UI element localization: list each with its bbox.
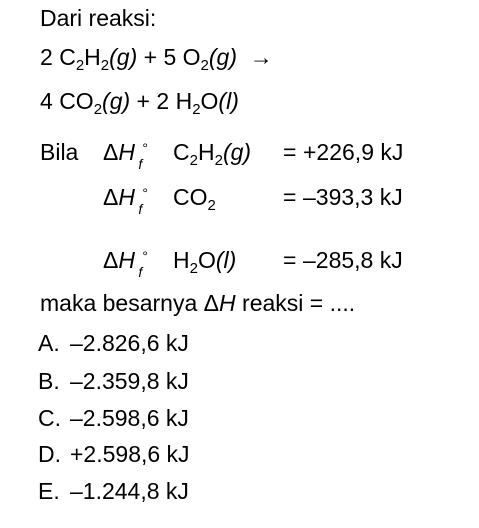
question-prefix: maka besarnya [40, 290, 204, 316]
subscript: 2 [200, 57, 209, 74]
option-value: –2.598,6 kJ [70, 405, 189, 431]
species: O [197, 247, 216, 273]
species: CO [173, 184, 208, 210]
h-symbol: H [219, 290, 236, 316]
value-h2o: –285,8 kJ [303, 247, 403, 273]
option-letter: A. [38, 330, 60, 356]
delta-symbol: Δ [103, 184, 119, 210]
species-co2 [173, 183, 216, 214]
species: O [182, 44, 201, 70]
value-co2: –393,3 kJ [303, 184, 403, 210]
species: H [197, 139, 215, 165]
option-letter: C. [38, 405, 61, 431]
state: (g) [109, 44, 138, 70]
f-subscript: f [138, 264, 143, 280]
state: (g) [222, 139, 252, 165]
reaction-lhs [40, 43, 273, 74]
option-value: –2.826,6 kJ [70, 330, 189, 356]
state: (l) [215, 247, 237, 273]
degree-symbol: ° [142, 140, 148, 156]
state: (g) [208, 44, 238, 70]
value-c2h2: +226,9 kJ [303, 139, 404, 165]
species: H [84, 44, 101, 70]
degree-symbol: ° [142, 248, 148, 264]
subscript: 2 [207, 197, 216, 214]
subscript: 2 [100, 57, 110, 74]
state: (g) [102, 88, 131, 114]
option-letter: E. [38, 478, 60, 504]
coef: 5 [163, 44, 177, 70]
delta-hf-symbol [103, 138, 152, 172]
species: C [173, 139, 190, 165]
question-text [40, 289, 355, 317]
equals-sign: = [283, 247, 297, 273]
species: O [200, 88, 219, 114]
species-h2o [173, 246, 237, 277]
species: C [59, 44, 76, 70]
subscript: 2 [75, 57, 85, 74]
subscript: 2 [189, 152, 198, 169]
delta-hf-symbol [103, 183, 152, 217]
species: H [173, 247, 190, 273]
subscript: 2 [214, 152, 223, 169]
option-letter: D. [38, 441, 61, 467]
state: (l) [218, 88, 239, 114]
delta-symbol: Δ [203, 290, 220, 316]
delta-symbol: Δ [103, 247, 119, 273]
equals-sign: = [283, 139, 297, 165]
given-row-c2h2 [40, 138, 470, 172]
coef: 2 [40, 44, 53, 70]
species-c2h2 [173, 138, 252, 169]
subscript: 2 [192, 101, 201, 118]
coef: 4 [40, 88, 53, 114]
arrow-icon: → [249, 44, 273, 70]
h-symbol: H [118, 247, 135, 273]
option-value: –1.244,8 kJ [70, 478, 189, 504]
option-value: –2.359,8 kJ [70, 368, 189, 394]
reaction-rhs [40, 87, 239, 118]
delta-hf-symbol [103, 246, 152, 280]
coef: 2 [156, 88, 170, 114]
bila-label: Bila [40, 139, 79, 165]
subscript: 2 [189, 260, 198, 277]
f-subscript: f [138, 156, 143, 172]
degree-symbol: ° [142, 185, 148, 201]
equals-sign: = [283, 184, 297, 210]
species: H [175, 88, 193, 114]
question-suffix: reaksi = .... [235, 290, 356, 316]
h-symbol: H [118, 139, 135, 165]
h-symbol: H [118, 184, 135, 210]
option-value: +2.598,6 kJ [70, 441, 190, 467]
subscript: 2 [93, 101, 103, 118]
plus: + [136, 88, 150, 114]
option-letter: B. [38, 368, 60, 394]
species: CO [59, 88, 94, 114]
delta-symbol: Δ [103, 139, 119, 165]
intro-text: Dari reaksi: [40, 5, 157, 31]
f-subscript: f [138, 201, 143, 217]
plus: + [143, 44, 158, 70]
